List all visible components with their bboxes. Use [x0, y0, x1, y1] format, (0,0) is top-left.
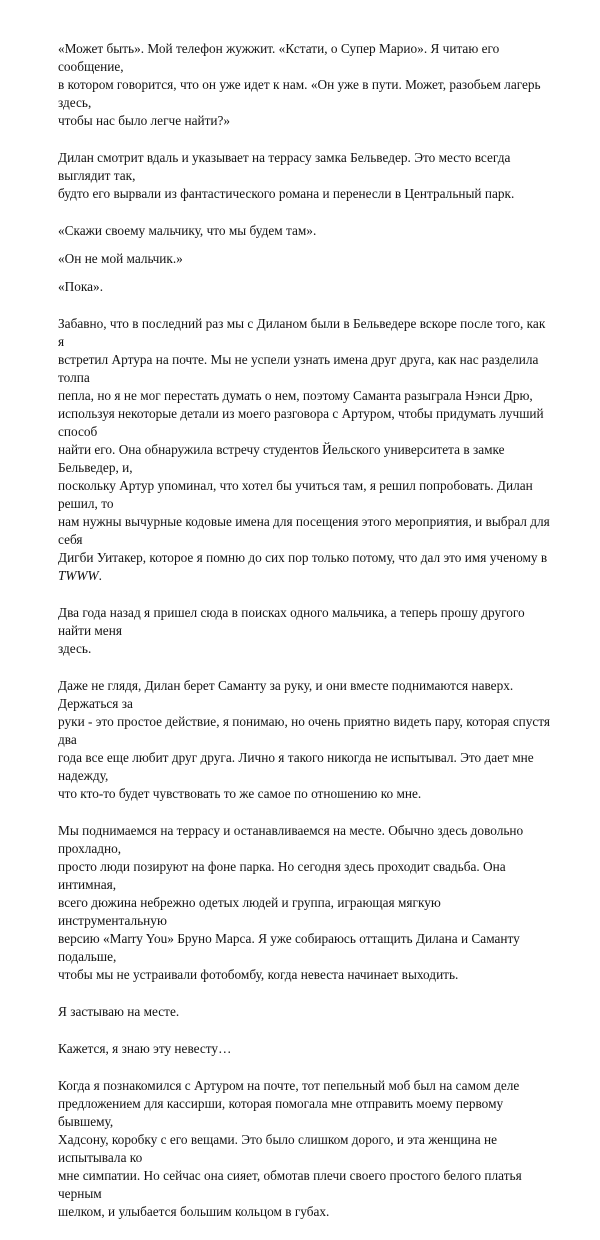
- paragraph-6: Забавно, что в последний раз мы с Диланом были в Бельведере вскоре после того, как я встретил Артура на почте. Мы не успели узнать имена друг друга, как нас разделила толпа пепла, но я не мог перестать думать о нем, поэтому Саманта разыграла Нэнси Дрю, используя некоторые детали из моего разговора с Артуром, чтобы придумать лучший способ найти его. Она обнаружила встречу студентов Йельского университета в замке Бельведер, и, поскольку Артур упоминал, что хотел бы учиться там, я решил попробовать. Дилан решил, то нам нужны вычурные кодовые имена для посещения этого мероприятия, и выбрал для себя Дигби Уитакер, которое я помню до сих пор только потому, что дал это имя ученому в: [58, 316, 550, 565]
- document-body: [58, 40, 552, 1240]
- paragraph-2: Дилан смотрит вдаль и указывает на террасу замка Бельведер. Это место всегда выглядит так, будто его вырвали из фантастического романа и перенесли в Центральный парк.: [58, 150, 515, 201]
- paragraph-5: «Пока».: [58, 279, 104, 294]
- paragraph-12: Когда я познакомился с Артуром на почте, тот пепельный моб был на самом деле предложением для кассирши, которая помогала мне отправить моему первому бывшему, Хадсону, коробку с его вещами. Это было слишком дорого, и эта женщина не испытывала ко мне симпатии. Но сейчас она сияет, обмотав плечи своего простого белого платья черным шелком, и улыбается большим кольцом в губах.: [58, 1078, 522, 1219]
- paragraph-8: Даже не глядя, Дилан берет Саманту за руку, и они вместе поднимаются наверх. Держаться за руки - это простое действие, я понимаю, но очень приятно видеть пару, которая спустя два года все еще любит друг друга. Лично я такого никогда не испытывал. Это дает мне надежду, что кто-то будет чувствовать то же самое по отношению ко мне.: [58, 678, 551, 801]
- paragraph-4: «Он не мой мальчик.»: [58, 251, 183, 266]
- book-title-suffix: .: [98, 568, 102, 583]
- paragraph-9: Мы поднимаемся на террасу и останавливаемся на месте. Обычно здесь довольно прохладно, просто люди позируют на фоне парка. Но сегодня здесь проходит свадьба. Она интимная, всего дюжина небрежно одетых людей и группа, играющая мягкую инструментальную версию «Marry You» Бруно Марса. Я уже собираюсь оттащить Дилана и Саманту подальше, чтобы мы не устраивали фотобомбу, когда невеста начинает выходить.: [58, 823, 524, 982]
- paragraph-7: Два года назад я пришел сюда в поисках одного мальчика, а теперь прошу другого найти меня здесь.: [58, 605, 525, 656]
- paragraph-10: Я застываю на месте.: [58, 1004, 180, 1019]
- paragraph-1: «Может быть». Мой телефон жужжит. «Кстати, о Супер Марио». Я читаю его сообщение, в котором говорится, что он уже идет к нам. «Он уже в пути. Может, разобьем лагерь здесь, чтобы нас было легче найти?»: [58, 41, 541, 128]
- book-title: TWWW: [58, 568, 99, 583]
- paragraph-6-wrapper: [58, 315, 552, 585]
- paragraph-11: Кажется, я знаю эту невесту…: [58, 1041, 232, 1056]
- paragraph-3: «Скажи своему мальчику, что мы будем там».: [58, 223, 317, 238]
